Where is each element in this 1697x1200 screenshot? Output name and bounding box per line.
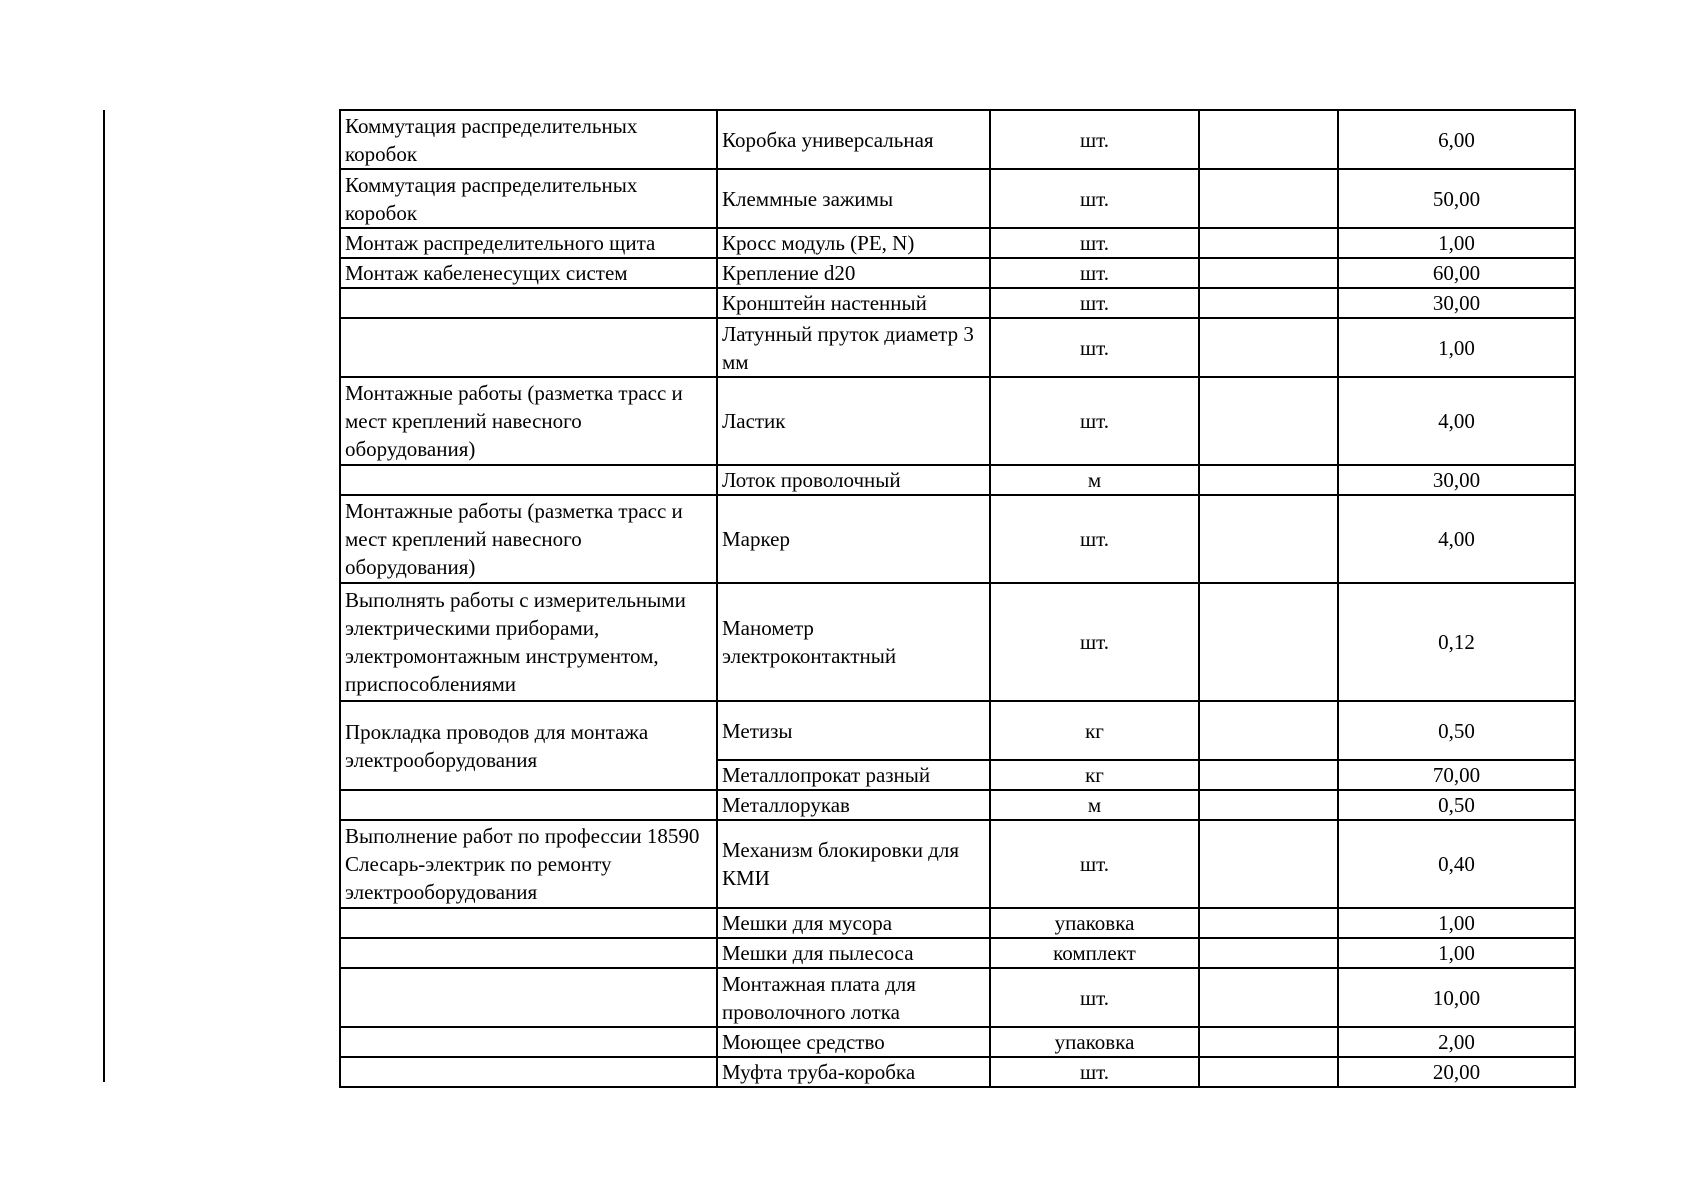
material-cell: Кронштейн настенный (717, 288, 990, 318)
quantity-cell: 1,00 (1338, 228, 1575, 258)
work-cell (340, 968, 717, 1027)
table-row (340, 465, 1575, 495)
work-cell: Выполнять работы с измерительными электрическими приборами, электромонтажным инструментом, приспособлениями (340, 583, 717, 701)
material-cell: Механизм блокировки для КМИ (717, 820, 990, 908)
unit-cell: шт. (990, 1057, 1199, 1087)
work-cell: Монтажные работы (разметка трасс и мест креплений навесного оборудования) (340, 495, 717, 583)
table-row (340, 820, 1575, 908)
work-cell: Прокладка проводов для монтажа электрооборудования (340, 701, 717, 790)
empty-cell (1199, 495, 1338, 583)
material-cell: Латунный пруток диаметр 3 мм (717, 318, 990, 377)
unit-cell: шт. (990, 968, 1199, 1027)
quantity-cell: 4,00 (1338, 495, 1575, 583)
page-margin-line (103, 110, 105, 1082)
work-cell: Коммутация распределительных коробок (340, 110, 717, 169)
unit-cell: упаковка (990, 908, 1199, 938)
quantity-cell: 50,00 (1338, 169, 1575, 228)
work-cell: Монтаж распределительного щита (340, 228, 717, 258)
material-cell: Крепление d20 (717, 258, 990, 288)
material-cell: Метизы (717, 701, 990, 760)
work-cell: Коммутация распределительных коробок (340, 169, 717, 228)
quantity-cell: 20,00 (1338, 1057, 1575, 1087)
unit-cell: шт. (990, 495, 1199, 583)
material-cell: Монтажная плата для проволочного лотка (717, 968, 990, 1027)
material-cell: Коробка универсальная (717, 110, 990, 169)
table-row (340, 169, 1575, 228)
empty-cell (1199, 465, 1338, 495)
quantity-cell: 30,00 (1338, 288, 1575, 318)
table-row (340, 583, 1575, 701)
material-cell: Моющее средство (717, 1027, 990, 1057)
materials-table (339, 109, 1576, 1088)
material-cell: Клеммные зажимы (717, 169, 990, 228)
material-cell: Мешки для мусора (717, 908, 990, 938)
table-row (340, 790, 1575, 820)
quantity-cell: 60,00 (1338, 258, 1575, 288)
quantity-cell: 30,00 (1338, 465, 1575, 495)
empty-cell (1199, 318, 1338, 377)
unit-cell: шт. (990, 377, 1199, 465)
empty-cell (1199, 968, 1338, 1027)
empty-cell (1199, 938, 1338, 968)
empty-cell (1199, 288, 1338, 318)
table-row (340, 377, 1575, 465)
material-cell: Ластик (717, 377, 990, 465)
quantity-cell: 6,00 (1338, 110, 1575, 169)
unit-cell: комплект (990, 938, 1199, 968)
empty-cell (1199, 1057, 1338, 1087)
quantity-cell: 0,50 (1338, 790, 1575, 820)
material-cell: Маркер (717, 495, 990, 583)
empty-cell (1199, 908, 1338, 938)
unit-cell: шт. (990, 110, 1199, 169)
table-row (340, 701, 1575, 760)
quantity-cell: 1,00 (1338, 908, 1575, 938)
quantity-cell: 70,00 (1338, 760, 1575, 790)
table-row (340, 228, 1575, 258)
table-row (340, 1057, 1575, 1087)
empty-cell (1199, 583, 1338, 701)
unit-cell: шт. (990, 169, 1199, 228)
work-cell (340, 1057, 717, 1087)
table-row (340, 110, 1575, 169)
table-row (340, 288, 1575, 318)
unit-cell: шт. (990, 288, 1199, 318)
empty-cell (1199, 1027, 1338, 1057)
table-row (340, 908, 1575, 938)
unit-cell: шт. (990, 318, 1199, 377)
quantity-cell: 2,00 (1338, 1027, 1575, 1057)
work-cell: Монтажные работы (разметка трасс и мест креплений навесного оборудования) (340, 377, 717, 465)
empty-cell (1199, 820, 1338, 908)
empty-cell (1199, 228, 1338, 258)
unit-cell: шт. (990, 258, 1199, 288)
work-cell (340, 1027, 717, 1057)
unit-cell: кг (990, 701, 1199, 760)
table-row (340, 318, 1575, 377)
work-cell (340, 465, 717, 495)
material-cell: Металлорукав (717, 790, 990, 820)
unit-cell: шт. (990, 820, 1199, 908)
empty-cell (1199, 790, 1338, 820)
table-row (340, 495, 1575, 583)
table-row (340, 938, 1575, 968)
table-row (340, 1027, 1575, 1057)
work-cell (340, 938, 717, 968)
material-cell: Металлопрокат разный (717, 760, 990, 790)
work-cell (340, 908, 717, 938)
quantity-cell: 4,00 (1338, 377, 1575, 465)
quantity-cell: 10,00 (1338, 968, 1575, 1027)
empty-cell (1199, 377, 1338, 465)
unit-cell: шт. (990, 583, 1199, 701)
unit-cell: упаковка (990, 1027, 1199, 1057)
material-cell: Лоток проволочный (717, 465, 990, 495)
quantity-cell: 1,00 (1338, 318, 1575, 377)
work-cell: Монтаж кабеленесущих систем (340, 258, 717, 288)
quantity-cell: 1,00 (1338, 938, 1575, 968)
unit-cell: м (990, 465, 1199, 495)
quantity-cell: 0,40 (1338, 820, 1575, 908)
material-cell: Муфта труба-коробка (717, 1057, 990, 1087)
material-cell: Мешки для пылесоса (717, 938, 990, 968)
work-cell: Выполнение работ по профессии 18590 Слесарь-электрик по ремонту электрооборудования (340, 820, 717, 908)
empty-cell (1199, 169, 1338, 228)
unit-cell: кг (990, 760, 1199, 790)
quantity-cell: 0,50 (1338, 701, 1575, 760)
unit-cell: шт. (990, 228, 1199, 258)
table-row (340, 968, 1575, 1027)
table-row (340, 258, 1575, 288)
work-cell (340, 318, 717, 377)
empty-cell (1199, 760, 1338, 790)
quantity-cell: 0,12 (1338, 583, 1575, 701)
material-cell: Кросс модуль (PE, N) (717, 228, 990, 258)
empty-cell (1199, 110, 1338, 169)
work-cell (340, 790, 717, 820)
material-cell: Манометр электроконтактный (717, 583, 990, 701)
unit-cell: м (990, 790, 1199, 820)
work-cell (340, 288, 717, 318)
empty-cell (1199, 701, 1338, 760)
empty-cell (1199, 258, 1338, 288)
